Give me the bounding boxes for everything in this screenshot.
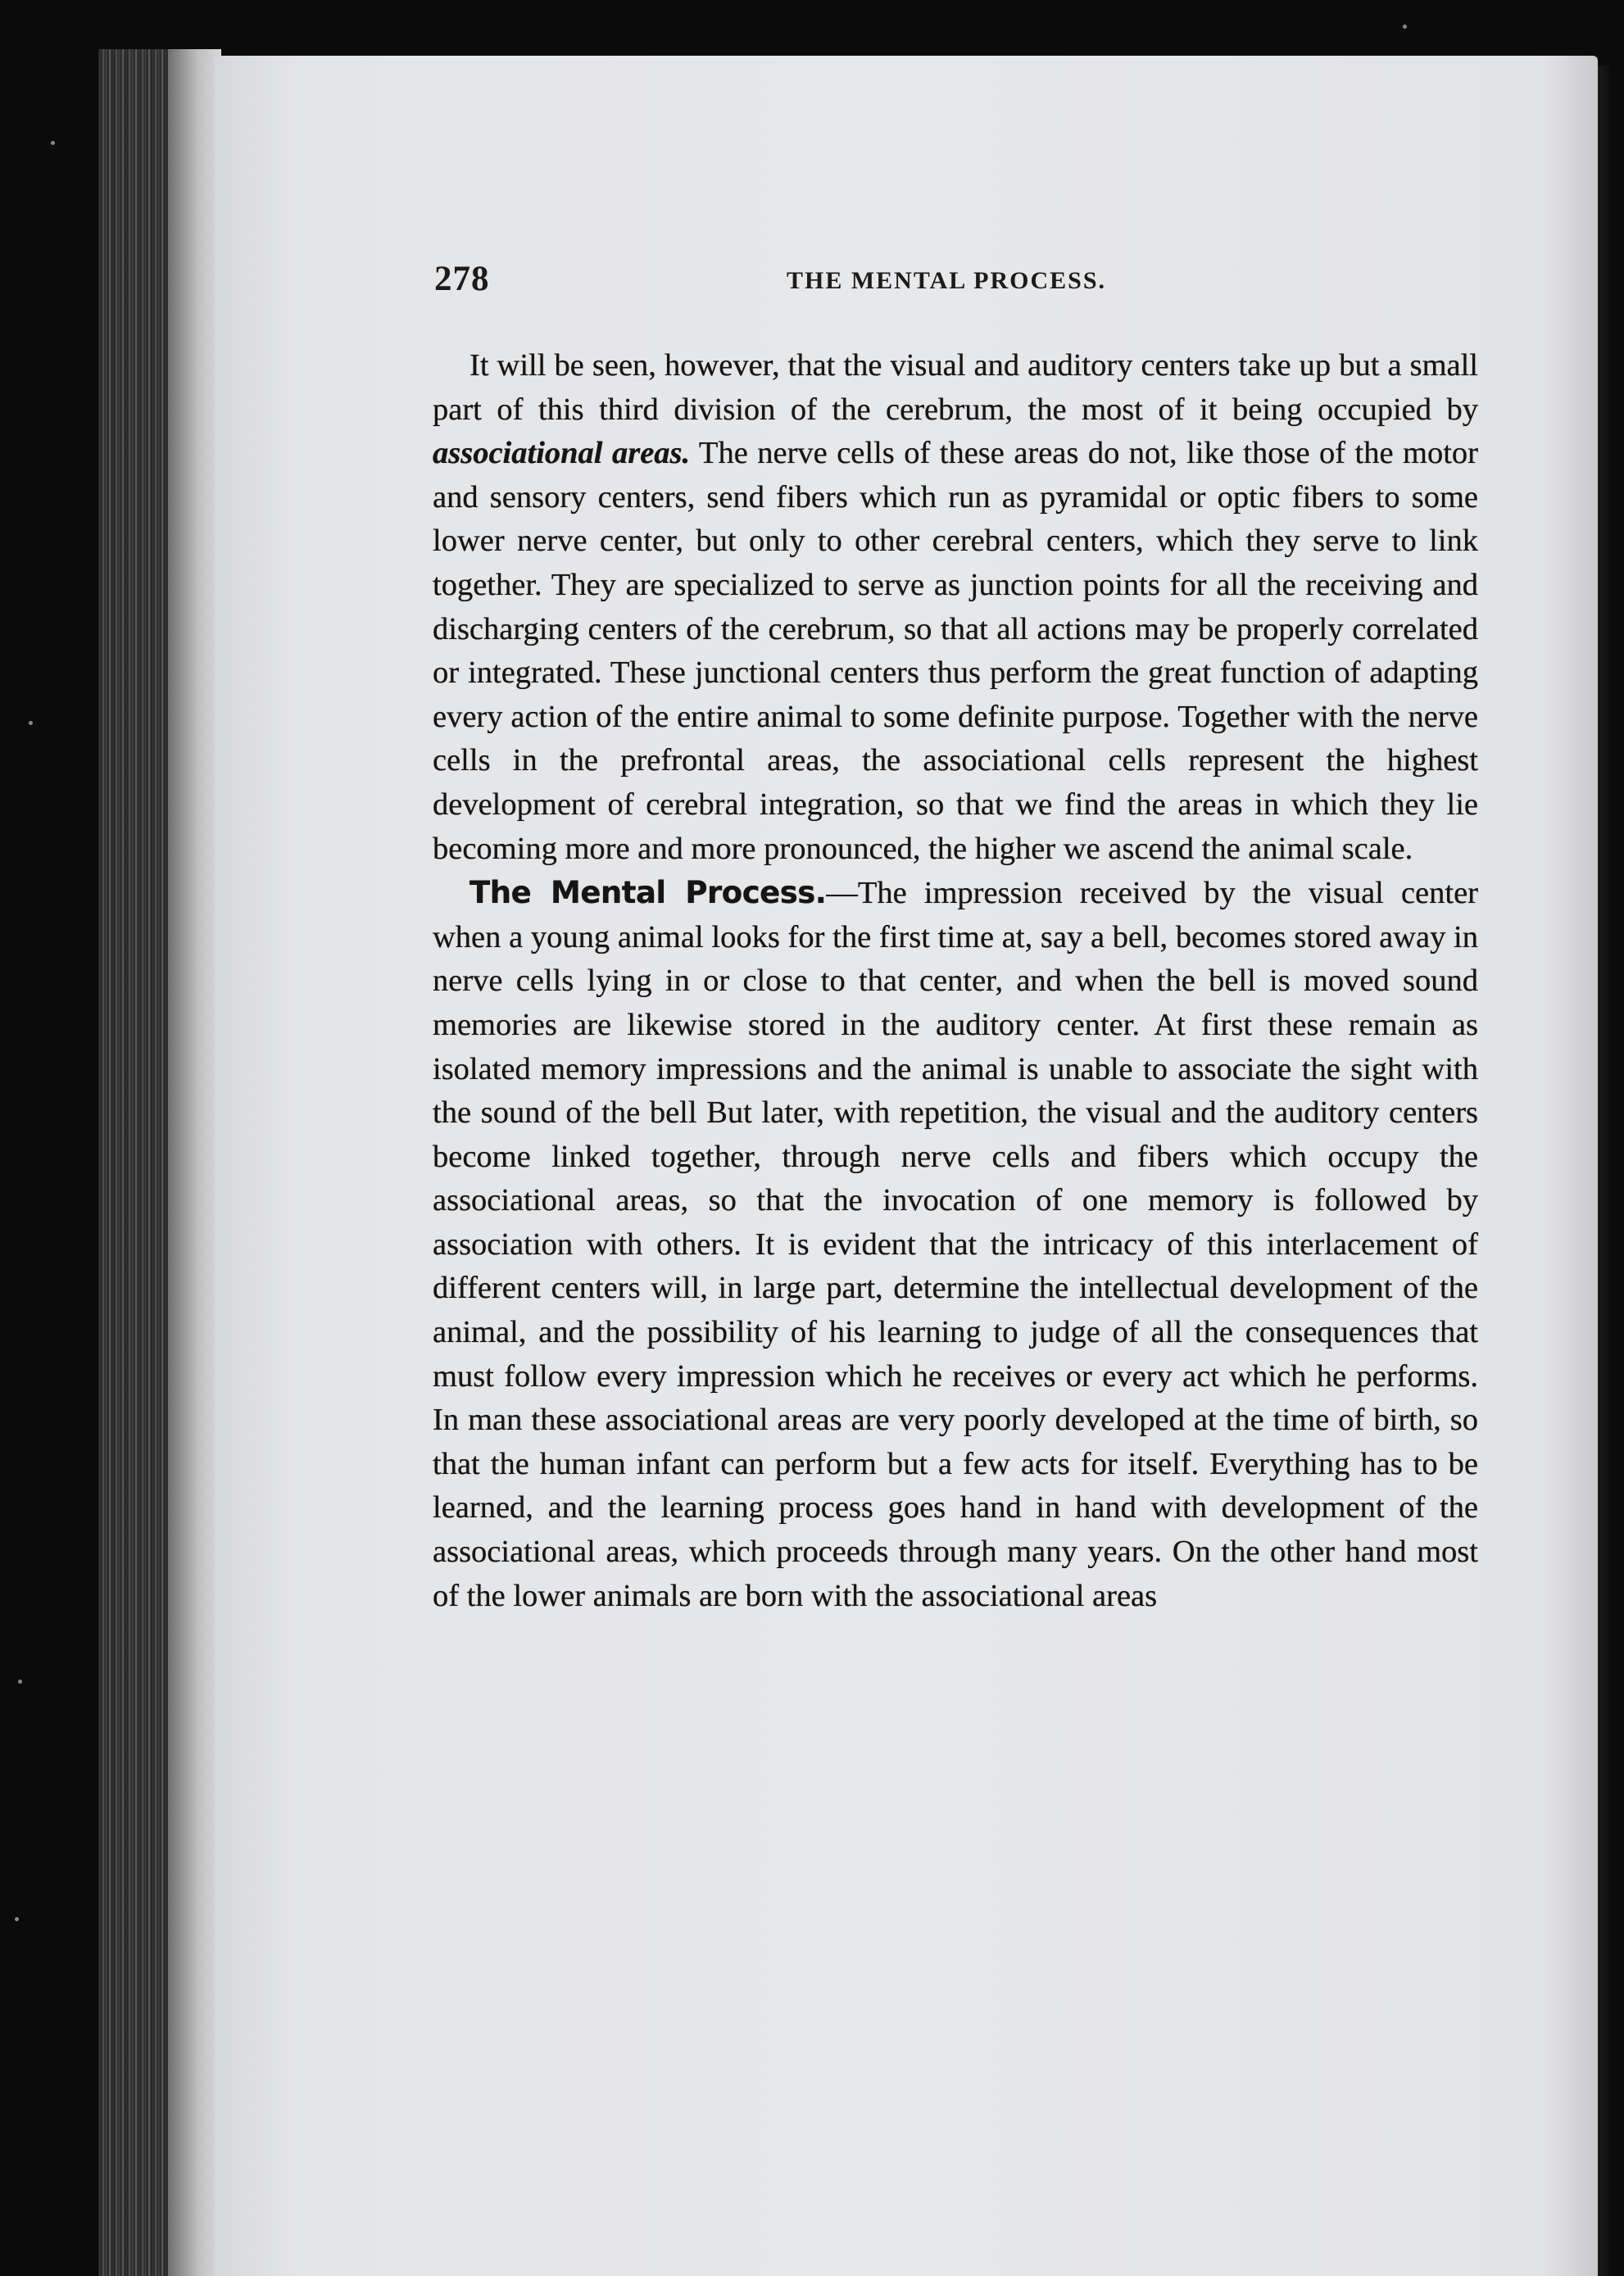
scan-speck — [29, 721, 33, 725]
scan-speck — [15, 1917, 19, 1921]
page-body — [433, 344, 1478, 1618]
paragraph-text: The nerve cells of these areas do not, like those of the motor and sensory centers, send fibers which run as pyramidal or optic fibers to some lower nerve center, but only to other cerebral centers, which they serve to link together. They are specialized to serve as junction points for all the receiving and discharging centers of the cerebrum, so that all actions may be properly correlated or integrated. These junctional centers thus perform the great function of adapting every action of the entire animal to some definite purpose. Together with the nerve cells in the prefrontal areas, the associational cells represent the highest development of cerebral integration, so that we find the areas in which they lie becoming more and more pronounced, the higher we ascend the animal scale. — [433, 436, 1479, 866]
paragraph-text: It will be seen, however, that the visual and auditory centers take up but a small part of this third division of the cerebrum, the most of it being occupied by — [433, 348, 1478, 427]
page-curl-shadow — [168, 49, 221, 2276]
section-heading: The Mental Process. — [470, 875, 827, 911]
page-number: 278 — [434, 260, 490, 298]
page-right-edge — [1598, 66, 1614, 2276]
emphasis-text: associational areas. — [433, 436, 691, 471]
paragraph — [433, 871, 1478, 1618]
paragraph-text: —The impression received by the visual center when a young animal looks for the first time at, say a bell, becomes stored away in nerve cells lying in or close to that center, and when the bell is moved sound memories are likewise stored in the auditory center. At first these remain as isolated memory impressions and the animal is unable to associate the sight with the sound of the bell But later, with repetition, the visual and the auditory centers become linked together, through nerve cells and fibers which occupy the associational areas, so that the invocation of one memory is followed by association with others. It is evident that the intricacy of this interlacement of different centers will, in large part, determine the intellectual development of the animal, and the possibility of his learning to judge of all the consequences that must follow every impression which he receives or every act which he performs. In man these associational areas are very poorly developed at the time of birth, so that the human infant can perform but a few acts for itself. Everything has to be learned, and the learning process goes hand in hand with development of the associational areas, which proceeds through many years. On the other hand most of the lower animals are born with the associational areas — [433, 876, 1478, 1613]
page-header — [434, 259, 1499, 308]
scan-speck — [18, 1680, 22, 1684]
paragraph — [433, 344, 1478, 871]
scan-speck — [1403, 25, 1407, 29]
running-head: THE MENTAL PROCESS. — [787, 267, 1107, 294]
scan-speck — [51, 141, 55, 145]
